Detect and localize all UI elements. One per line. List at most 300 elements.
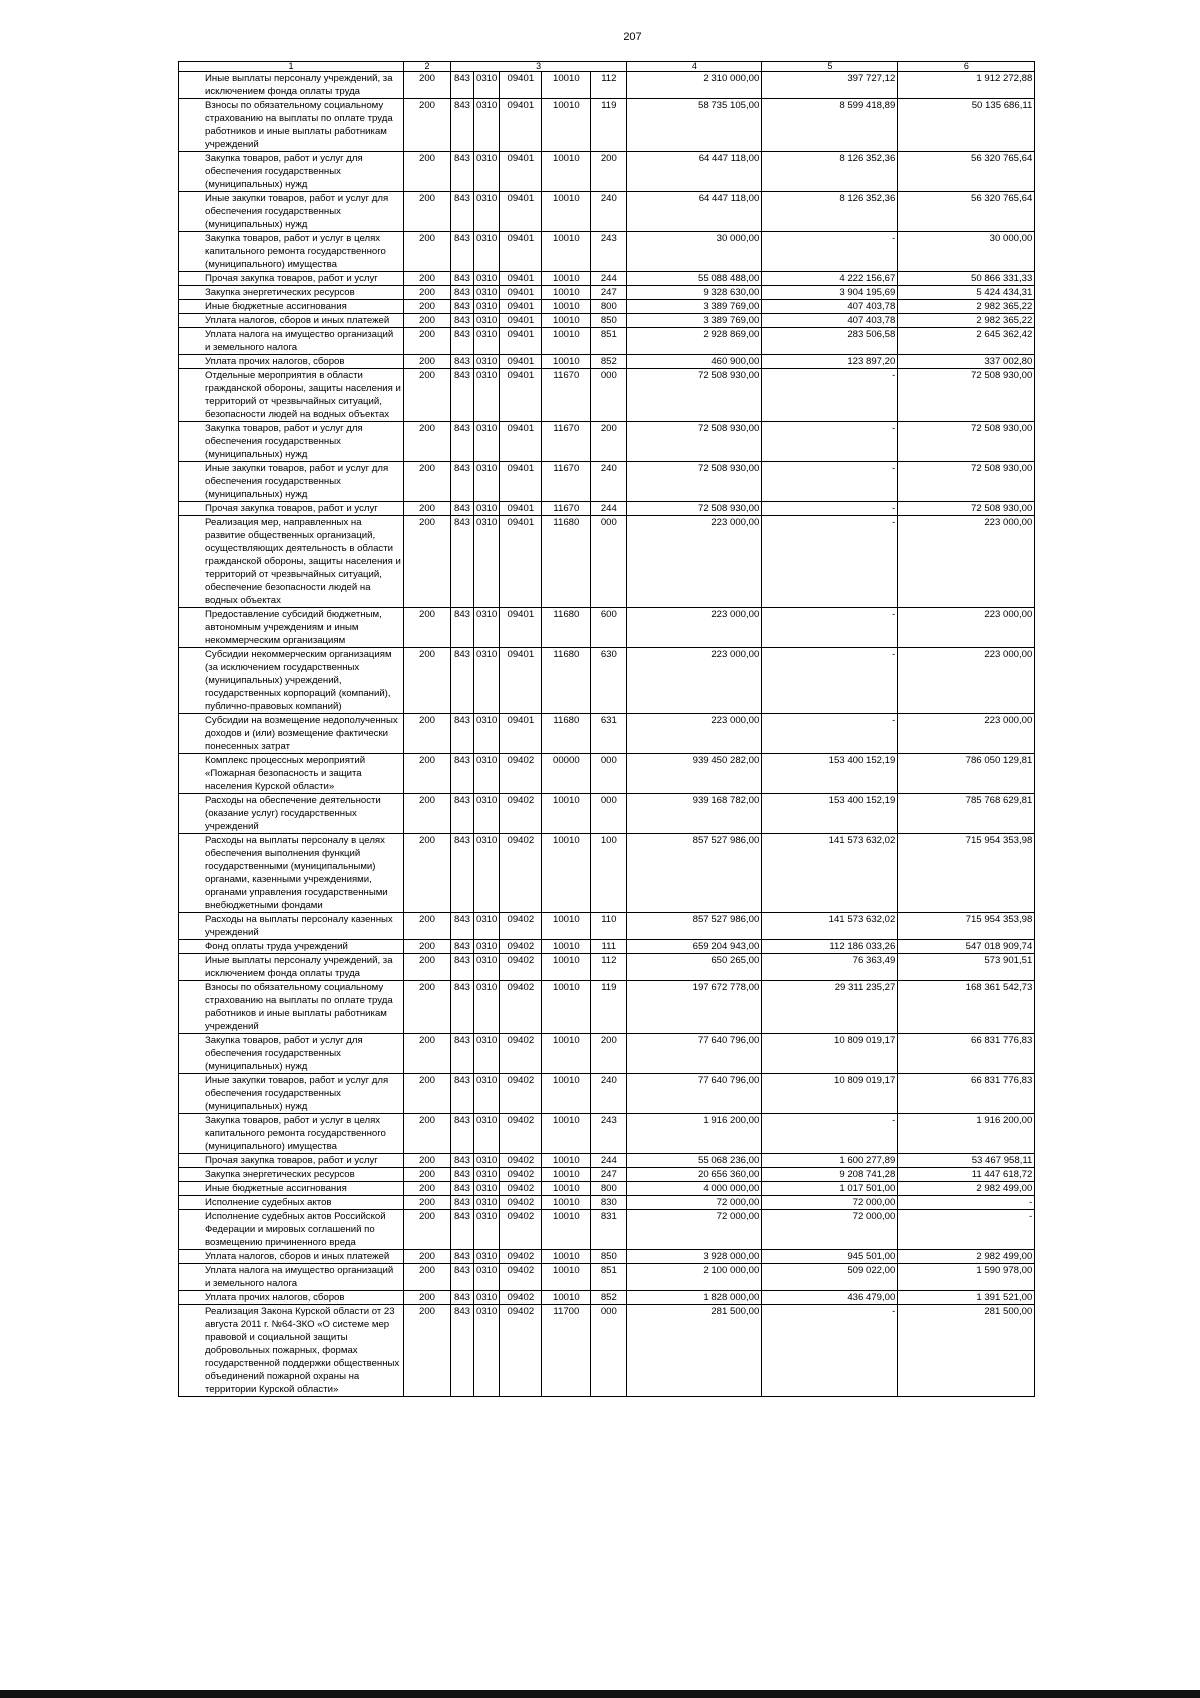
row-executed-amount-cell: - <box>762 608 898 648</box>
row-name-cell: Закупка товаров, работ и услуг в целях капитального ремонта государственного (муниципального) имущества <box>179 232 404 272</box>
row-target-direction-cell: 10010 <box>542 152 591 192</box>
row-grbs-cell: 843 <box>451 1196 474 1210</box>
row-remaining-amount-cell: 1 590 978,00 <box>898 1264 1035 1291</box>
row-target-direction-cell: 11680 <box>542 648 591 714</box>
row-code-cell: 200 <box>404 422 451 462</box>
row-approved-amount-cell: 939 450 282,00 <box>627 754 762 794</box>
row-grbs-cell: 843 <box>451 981 474 1034</box>
row-executed-amount-cell: 153 400 152,19 <box>762 794 898 834</box>
row-name-cell: Прочая закупка товаров, работ и услуг <box>179 272 404 286</box>
table-row <box>179 1154 1035 1168</box>
scan-edge <box>0 1690 1200 1698</box>
row-grbs-cell: 843 <box>451 192 474 232</box>
row-target-program-cell: 09402 <box>500 954 542 981</box>
row-name-cell: Уплата налога на имущество организаций и земельного налога <box>179 1264 404 1291</box>
row-approved-amount-cell: 64 447 118,00 <box>627 192 762 232</box>
row-target-program-cell: 09402 <box>500 940 542 954</box>
table-row <box>179 152 1035 192</box>
row-code-cell: 200 <box>404 1264 451 1291</box>
row-target-direction-cell: 10010 <box>542 355 591 369</box>
row-target-program-cell: 09402 <box>500 1291 542 1305</box>
row-section-cell: 0310 <box>474 516 500 608</box>
row-remaining-amount-cell: - <box>898 1210 1035 1250</box>
row-target-program-cell: 09402 <box>500 1074 542 1114</box>
row-section-cell: 0310 <box>474 99 500 152</box>
row-target-direction-cell: 10010 <box>542 1196 591 1210</box>
row-executed-amount-cell: 3 904 195,69 <box>762 286 898 300</box>
row-name-cell: Иные закупки товаров, работ и услуг для обеспечения государственных (муниципальных) нужд <box>179 1074 404 1114</box>
row-target-direction-cell: 11670 <box>542 462 591 502</box>
row-name-cell: Закупка энергетических ресурсов <box>179 1168 404 1182</box>
row-target-direction-cell: 10010 <box>542 1168 591 1182</box>
row-grbs-cell: 843 <box>451 1264 474 1291</box>
table-row <box>179 328 1035 355</box>
row-expense-type-cell: 240 <box>591 1074 627 1114</box>
row-code-cell: 200 <box>404 1034 451 1074</box>
table-row <box>179 1114 1035 1154</box>
row-target-program-cell: 09401 <box>500 502 542 516</box>
row-approved-amount-cell: 223 000,00 <box>627 714 762 754</box>
row-expense-type-cell: 247 <box>591 1168 627 1182</box>
row-code-cell: 200 <box>404 940 451 954</box>
row-executed-amount-cell: 8 126 352,36 <box>762 152 898 192</box>
row-executed-amount-cell: 407 403,78 <box>762 314 898 328</box>
row-target-direction-cell: 11670 <box>542 422 591 462</box>
table-row <box>179 286 1035 300</box>
row-grbs-cell: 843 <box>451 502 474 516</box>
row-section-cell: 0310 <box>474 502 500 516</box>
row-approved-amount-cell: 3 389 769,00 <box>627 314 762 328</box>
header-cell: 4 <box>627 62 762 72</box>
row-code-cell: 200 <box>404 1114 451 1154</box>
row-approved-amount-cell: 55 068 236,00 <box>627 1154 762 1168</box>
row-approved-amount-cell: 72 508 930,00 <box>627 502 762 516</box>
row-target-direction-cell: 10010 <box>542 1250 591 1264</box>
row-section-cell: 0310 <box>474 1305 500 1397</box>
row-name-cell: Расходы на выплаты персоналу казенных учреждений <box>179 913 404 940</box>
row-name-cell: Уплата прочих налогов, сборов <box>179 1291 404 1305</box>
table-row <box>179 99 1035 152</box>
row-approved-amount-cell: 460 900,00 <box>627 355 762 369</box>
row-target-direction-cell: 10010 <box>542 1182 591 1196</box>
row-executed-amount-cell: 29 311 235,27 <box>762 981 898 1034</box>
row-expense-type-cell: 851 <box>591 328 627 355</box>
row-remaining-amount-cell: 223 000,00 <box>898 714 1035 754</box>
row-name-cell: Субсидии на возмещение недополученных доходов и (или) возмещение фактически понесенных затрат <box>179 714 404 754</box>
row-grbs-cell: 843 <box>451 1182 474 1196</box>
row-name-cell: Закупка товаров, работ и услуг для обеспечения государственных (муниципальных) нужд <box>179 422 404 462</box>
row-section-cell: 0310 <box>474 714 500 754</box>
row-code-cell: 200 <box>404 1196 451 1210</box>
row-target-direction-cell: 10010 <box>542 981 591 1034</box>
row-expense-type-cell: 852 <box>591 1291 627 1305</box>
row-approved-amount-cell: 223 000,00 <box>627 516 762 608</box>
row-section-cell: 0310 <box>474 1182 500 1196</box>
row-grbs-cell: 843 <box>451 648 474 714</box>
row-code-cell: 200 <box>404 272 451 286</box>
table-row <box>179 314 1035 328</box>
row-remaining-amount-cell: 56 320 765,64 <box>898 192 1035 232</box>
row-name-cell: Закупка товаров, работ и услуг в целях капитального ремонта государственного (муниципального) имущества <box>179 1114 404 1154</box>
row-section-cell: 0310 <box>474 1210 500 1250</box>
row-expense-type-cell: 100 <box>591 834 627 913</box>
row-executed-amount-cell: 509 022,00 <box>762 1264 898 1291</box>
row-code-cell: 200 <box>404 714 451 754</box>
row-name-cell: Фонд оплаты труда учреждений <box>179 940 404 954</box>
row-section-cell: 0310 <box>474 355 500 369</box>
row-grbs-cell: 843 <box>451 1305 474 1397</box>
row-section-cell: 0310 <box>474 913 500 940</box>
row-code-cell: 200 <box>404 232 451 272</box>
row-name-cell: Реализация Закона Курской области от 23 августа 2011 г. №64-ЗКО «О системе мер правовой и социальной защиты добровольных пожарных, формах государственной поддержки общественных объединений пожарной охраны на территории Курской области» <box>179 1305 404 1397</box>
row-target-program-cell: 09402 <box>500 1305 542 1397</box>
row-target-program-cell: 09402 <box>500 1196 542 1210</box>
row-remaining-amount-cell: 168 361 542,73 <box>898 981 1035 1034</box>
row-name-cell: Иные закупки товаров, работ и услуг для обеспечения государственных (муниципальных) нужд <box>179 462 404 502</box>
table-row <box>179 608 1035 648</box>
row-section-cell: 0310 <box>474 462 500 502</box>
row-approved-amount-cell: 72 000,00 <box>627 1196 762 1210</box>
row-code-cell: 200 <box>404 1154 451 1168</box>
row-expense-type-cell: 119 <box>591 981 627 1034</box>
header-row <box>179 62 1035 72</box>
row-section-cell: 0310 <box>474 608 500 648</box>
row-section-cell: 0310 <box>474 648 500 714</box>
table-row <box>179 1210 1035 1250</box>
row-approved-amount-cell: 77 640 796,00 <box>627 1034 762 1074</box>
row-target-program-cell: 09402 <box>500 913 542 940</box>
row-code-cell: 200 <box>404 981 451 1034</box>
row-approved-amount-cell: 197 672 778,00 <box>627 981 762 1034</box>
row-remaining-amount-cell: 56 320 765,64 <box>898 152 1035 192</box>
row-grbs-cell: 843 <box>451 72 474 99</box>
row-executed-amount-cell: 945 501,00 <box>762 1250 898 1264</box>
row-target-direction-cell: 10010 <box>542 834 591 913</box>
table-row <box>179 192 1035 232</box>
row-target-program-cell: 09402 <box>500 1250 542 1264</box>
row-name-cell: Закупка товаров, работ и услуг для обеспечения государственных (муниципальных) нужд <box>179 1034 404 1074</box>
row-executed-amount-cell: 123 897,20 <box>762 355 898 369</box>
row-executed-amount-cell: - <box>762 232 898 272</box>
row-remaining-amount-cell: 2 982 365,22 <box>898 314 1035 328</box>
row-approved-amount-cell: 9 328 630,00 <box>627 286 762 300</box>
table-row <box>179 1291 1035 1305</box>
row-approved-amount-cell: 72 508 930,00 <box>627 369 762 422</box>
table-row <box>179 1182 1035 1196</box>
row-remaining-amount-cell: 72 508 930,00 <box>898 422 1035 462</box>
row-target-program-cell: 09401 <box>500 462 542 502</box>
row-remaining-amount-cell: 72 508 930,00 <box>898 462 1035 502</box>
row-section-cell: 0310 <box>474 1196 500 1210</box>
row-approved-amount-cell: 650 265,00 <box>627 954 762 981</box>
row-approved-amount-cell: 64 447 118,00 <box>627 152 762 192</box>
row-section-cell: 0310 <box>474 72 500 99</box>
row-section-cell: 0310 <box>474 1034 500 1074</box>
row-expense-type-cell: 240 <box>591 462 627 502</box>
row-target-program-cell: 09402 <box>500 834 542 913</box>
row-name-cell: Расходы на обеспечение деятельности (оказание услуг) государственных учреждений <box>179 794 404 834</box>
row-target-direction-cell: 11680 <box>542 516 591 608</box>
row-code-cell: 200 <box>404 286 451 300</box>
row-code-cell: 200 <box>404 1182 451 1196</box>
row-target-program-cell: 09401 <box>500 328 542 355</box>
row-target-program-cell: 09402 <box>500 794 542 834</box>
row-expense-type-cell: 240 <box>591 192 627 232</box>
row-section-cell: 0310 <box>474 422 500 462</box>
row-section-cell: 0310 <box>474 314 500 328</box>
row-section-cell: 0310 <box>474 1114 500 1154</box>
row-expense-type-cell: 852 <box>591 355 627 369</box>
row-target-direction-cell: 11670 <box>542 369 591 422</box>
row-code-cell: 200 <box>404 462 451 502</box>
row-section-cell: 0310 <box>474 981 500 1034</box>
row-target-direction-cell: 10010 <box>542 1114 591 1154</box>
row-executed-amount-cell: 72 000,00 <box>762 1210 898 1250</box>
row-executed-amount-cell: 141 573 632,02 <box>762 913 898 940</box>
table-body <box>179 72 1035 1397</box>
row-remaining-amount-cell: 1 912 272,88 <box>898 72 1035 99</box>
row-remaining-amount-cell: 72 508 930,00 <box>898 502 1035 516</box>
row-executed-amount-cell: 72 000,00 <box>762 1196 898 1210</box>
row-target-direction-cell: 10010 <box>542 232 591 272</box>
row-executed-amount-cell: 1 600 277,89 <box>762 1154 898 1168</box>
row-remaining-amount-cell: 1 916 200,00 <box>898 1114 1035 1154</box>
row-remaining-amount-cell: 2 982 499,00 <box>898 1250 1035 1264</box>
row-executed-amount-cell: - <box>762 1305 898 1397</box>
row-section-cell: 0310 <box>474 1154 500 1168</box>
row-target-direction-cell: 10010 <box>542 286 591 300</box>
row-section-cell: 0310 <box>474 1250 500 1264</box>
row-target-direction-cell: 11680 <box>542 714 591 754</box>
budget-table <box>178 61 1035 1397</box>
row-remaining-amount-cell: 2 982 365,22 <box>898 300 1035 314</box>
row-target-program-cell: 09401 <box>500 355 542 369</box>
row-code-cell: 200 <box>404 314 451 328</box>
row-remaining-amount-cell: 2 982 499,00 <box>898 1182 1035 1196</box>
row-grbs-cell: 843 <box>451 1250 474 1264</box>
row-target-program-cell: 09401 <box>500 648 542 714</box>
row-code-cell: 200 <box>404 99 451 152</box>
row-expense-type-cell: 200 <box>591 152 627 192</box>
row-grbs-cell: 843 <box>451 422 474 462</box>
row-remaining-amount-cell: 223 000,00 <box>898 648 1035 714</box>
row-name-cell: Расходы на выплаты персоналу в целях обеспечения выполнения функций государственными (муниципальными) органами, казенными учреждениями, органами управления государственными внебюджетными фондами <box>179 834 404 913</box>
row-executed-amount-cell: 436 479,00 <box>762 1291 898 1305</box>
row-target-direction-cell: 10010 <box>542 1034 591 1074</box>
row-code-cell: 200 <box>404 1305 451 1397</box>
row-name-cell: Прочая закупка товаров, работ и услуг <box>179 502 404 516</box>
row-target-direction-cell: 11700 <box>542 1305 591 1397</box>
row-grbs-cell: 843 <box>451 1074 474 1114</box>
row-expense-type-cell: 112 <box>591 72 627 99</box>
row-grbs-cell: 843 <box>451 462 474 502</box>
row-approved-amount-cell: 857 527 986,00 <box>627 834 762 913</box>
row-target-program-cell: 09401 <box>500 272 542 286</box>
row-expense-type-cell: 631 <box>591 714 627 754</box>
row-grbs-cell: 843 <box>451 152 474 192</box>
row-target-program-cell: 09402 <box>500 1154 542 1168</box>
row-code-cell: 200 <box>404 794 451 834</box>
row-expense-type-cell: 247 <box>591 286 627 300</box>
row-section-cell: 0310 <box>474 300 500 314</box>
row-grbs-cell: 843 <box>451 1034 474 1074</box>
row-expense-type-cell: 850 <box>591 314 627 328</box>
row-section-cell: 0310 <box>474 1264 500 1291</box>
row-remaining-amount-cell: 5 424 434,31 <box>898 286 1035 300</box>
table-row <box>179 648 1035 714</box>
row-target-program-cell: 09402 <box>500 754 542 794</box>
table-row <box>179 940 1035 954</box>
table-row <box>179 1305 1035 1397</box>
row-remaining-amount-cell: 715 954 353,98 <box>898 913 1035 940</box>
row-section-cell: 0310 <box>474 328 500 355</box>
row-remaining-amount-cell: 786 050 129,81 <box>898 754 1035 794</box>
row-approved-amount-cell: 77 640 796,00 <box>627 1074 762 1114</box>
row-grbs-cell: 843 <box>451 794 474 834</box>
row-code-cell: 200 <box>404 328 451 355</box>
row-target-program-cell: 09401 <box>500 286 542 300</box>
budget-table-wrapper <box>178 61 1035 1397</box>
row-executed-amount-cell: 8 599 418,89 <box>762 99 898 152</box>
row-grbs-cell: 843 <box>451 272 474 286</box>
row-target-program-cell: 09401 <box>500 516 542 608</box>
row-executed-amount-cell: 76 363,49 <box>762 954 898 981</box>
row-grbs-cell: 843 <box>451 1210 474 1250</box>
row-grbs-cell: 843 <box>451 954 474 981</box>
row-executed-amount-cell: 8 126 352,36 <box>762 192 898 232</box>
table-row <box>179 1074 1035 1114</box>
table-row <box>179 232 1035 272</box>
row-section-cell: 0310 <box>474 232 500 272</box>
row-executed-amount-cell: 10 809 019,17 <box>762 1074 898 1114</box>
row-executed-amount-cell: 141 573 632,02 <box>762 834 898 913</box>
table-row <box>179 913 1035 940</box>
row-name-cell: Иные выплаты персоналу учреждений, за исключением фонда оплаты труда <box>179 72 404 99</box>
row-grbs-cell: 843 <box>451 300 474 314</box>
row-code-cell: 200 <box>404 648 451 714</box>
row-approved-amount-cell: 1 916 200,00 <box>627 1114 762 1154</box>
row-remaining-amount-cell: 53 467 958,11 <box>898 1154 1035 1168</box>
row-approved-amount-cell: 3 389 769,00 <box>627 300 762 314</box>
row-remaining-amount-cell: 785 768 629,81 <box>898 794 1035 834</box>
row-expense-type-cell: 244 <box>591 502 627 516</box>
row-approved-amount-cell: 20 656 360,00 <box>627 1168 762 1182</box>
row-grbs-cell: 843 <box>451 754 474 794</box>
row-target-direction-cell: 11680 <box>542 608 591 648</box>
header-cell: 1 <box>179 62 404 72</box>
row-target-program-cell: 09401 <box>500 232 542 272</box>
row-section-cell: 0310 <box>474 954 500 981</box>
row-approved-amount-cell: 72 508 930,00 <box>627 462 762 502</box>
row-remaining-amount-cell: 223 000,00 <box>898 516 1035 608</box>
row-name-cell: Комплекс процессных мероприятий «Пожарная безопасность и защита населения Курской области» <box>179 754 404 794</box>
row-grbs-cell: 843 <box>451 1154 474 1168</box>
row-name-cell: Отдельные мероприятия в области гражданской обороны, защиты населения и территорий от чрезвычайных ситуаций, безопасности людей на водных объектах <box>179 369 404 422</box>
row-section-cell: 0310 <box>474 286 500 300</box>
row-target-direction-cell: 10010 <box>542 1154 591 1168</box>
row-executed-amount-cell: 10 809 019,17 <box>762 1034 898 1074</box>
row-expense-type-cell: 112 <box>591 954 627 981</box>
row-section-cell: 0310 <box>474 272 500 286</box>
row-target-program-cell: 09401 <box>500 300 542 314</box>
row-name-cell: Закупка энергетических ресурсов <box>179 286 404 300</box>
row-executed-amount-cell: 112 186 033,26 <box>762 940 898 954</box>
row-approved-amount-cell: 55 088 488,00 <box>627 272 762 286</box>
row-grbs-cell: 843 <box>451 314 474 328</box>
row-expense-type-cell: 243 <box>591 232 627 272</box>
row-expense-type-cell: 630 <box>591 648 627 714</box>
header-cell: 3 <box>451 62 627 72</box>
row-remaining-amount-cell: 66 831 776,83 <box>898 1074 1035 1114</box>
row-grbs-cell: 843 <box>451 369 474 422</box>
row-section-cell: 0310 <box>474 940 500 954</box>
row-section-cell: 0310 <box>474 369 500 422</box>
table-row <box>179 355 1035 369</box>
table-row <box>179 1196 1035 1210</box>
row-name-cell: Уплата прочих налогов, сборов <box>179 355 404 369</box>
table-row <box>179 502 1035 516</box>
table-row <box>179 462 1035 502</box>
row-expense-type-cell: 111 <box>591 940 627 954</box>
row-executed-amount-cell: 9 208 741,28 <box>762 1168 898 1182</box>
row-grbs-cell: 843 <box>451 286 474 300</box>
row-expense-type-cell: 000 <box>591 794 627 834</box>
table-row <box>179 794 1035 834</box>
row-code-cell: 200 <box>404 913 451 940</box>
row-section-cell: 0310 <box>474 192 500 232</box>
row-code-cell: 200 <box>404 152 451 192</box>
row-code-cell: 200 <box>404 502 451 516</box>
row-code-cell: 200 <box>404 1210 451 1250</box>
row-target-direction-cell: 10010 <box>542 1291 591 1305</box>
row-target-direction-cell: 10010 <box>542 940 591 954</box>
row-approved-amount-cell: 30 000,00 <box>627 232 762 272</box>
row-remaining-amount-cell: 573 901,51 <box>898 954 1035 981</box>
row-expense-type-cell: 244 <box>591 1154 627 1168</box>
row-remaining-amount-cell: 281 500,00 <box>898 1305 1035 1397</box>
row-section-cell: 0310 <box>474 1168 500 1182</box>
row-code-cell: 200 <box>404 834 451 913</box>
row-target-program-cell: 09401 <box>500 422 542 462</box>
row-remaining-amount-cell: 30 000,00 <box>898 232 1035 272</box>
row-executed-amount-cell: - <box>762 516 898 608</box>
row-remaining-amount-cell: 2 645 362,42 <box>898 328 1035 355</box>
row-name-cell: Уплата налогов, сборов и иных платежей <box>179 1250 404 1264</box>
row-expense-type-cell: 831 <box>591 1210 627 1250</box>
row-section-cell: 0310 <box>474 794 500 834</box>
row-code-cell: 200 <box>404 1291 451 1305</box>
table-row <box>179 1034 1035 1074</box>
row-remaining-amount-cell: 337 002,80 <box>898 355 1035 369</box>
row-target-direction-cell: 10010 <box>542 99 591 152</box>
row-executed-amount-cell: - <box>762 648 898 714</box>
row-target-program-cell: 09402 <box>500 1182 542 1196</box>
row-approved-amount-cell: 857 527 986,00 <box>627 913 762 940</box>
header-cell: 2 <box>404 62 451 72</box>
row-code-cell: 200 <box>404 72 451 99</box>
table-row <box>179 1250 1035 1264</box>
row-remaining-amount-cell: 66 831 776,83 <box>898 1034 1035 1074</box>
row-approved-amount-cell: 939 168 782,00 <box>627 794 762 834</box>
row-target-program-cell: 09402 <box>500 981 542 1034</box>
row-code-cell: 200 <box>404 369 451 422</box>
row-remaining-amount-cell: 50 135 686,11 <box>898 99 1035 152</box>
row-target-program-cell: 09401 <box>500 608 542 648</box>
row-code-cell: 200 <box>404 355 451 369</box>
row-grbs-cell: 843 <box>451 355 474 369</box>
row-approved-amount-cell: 2 310 000,00 <box>627 72 762 99</box>
row-expense-type-cell: 200 <box>591 422 627 462</box>
